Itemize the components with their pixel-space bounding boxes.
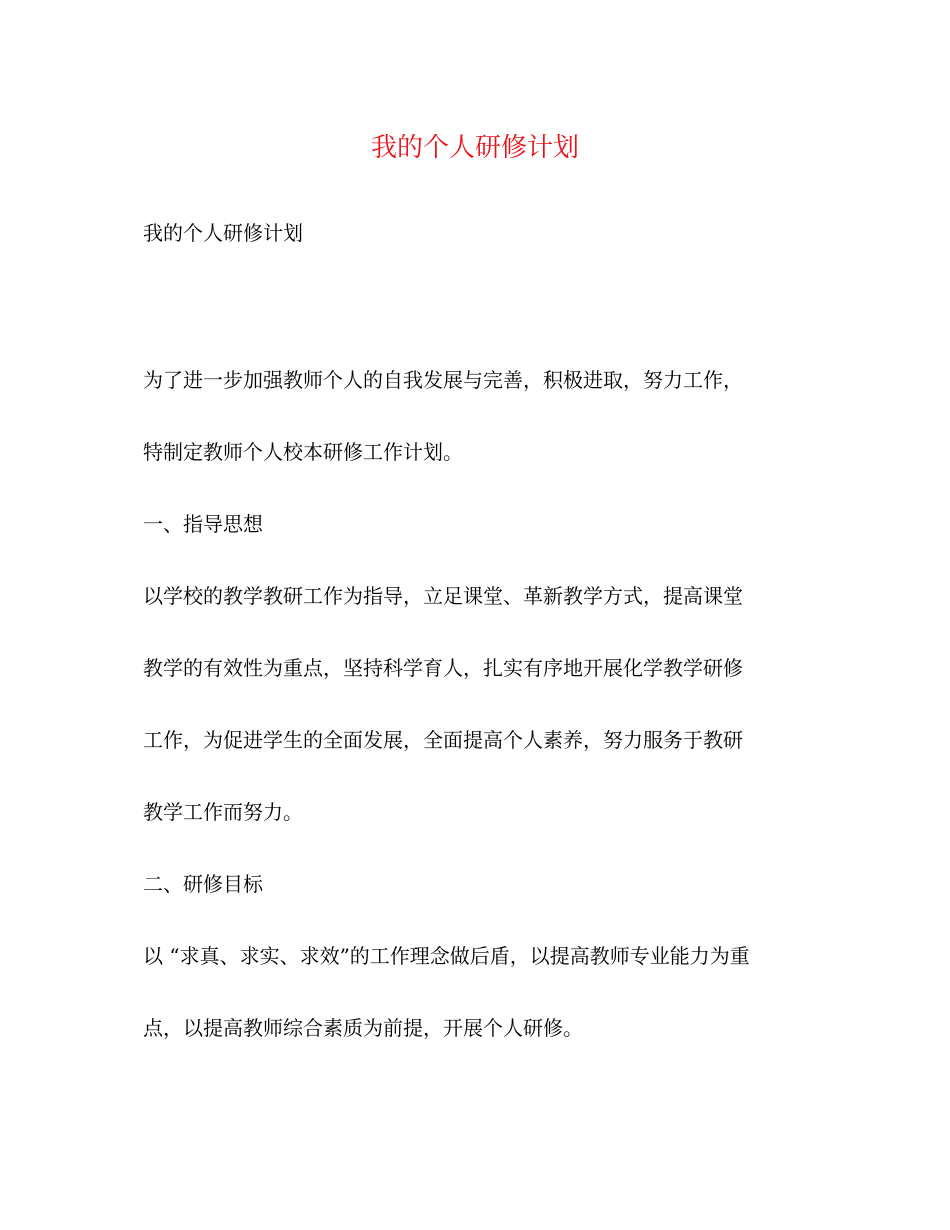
paragraph-line: 教学的有效性为重点，坚持科学育人，扎实有序地开展化学教学研修 (143, 656, 743, 680)
paragraph-line: 教学工作而努力。 (143, 800, 303, 824)
paragraph-line: 以 “求真、求实、求效”的工作理念做后盾，以提高教师专业能力为重 (143, 944, 750, 968)
section-heading: 一、指导思想 (143, 512, 263, 536)
paragraph-line: 以学校的教学教研工作为指导，立足课堂、革新教学方式，提高课堂 (143, 584, 743, 608)
paragraph-line: 特制定教师个人校本研修工作计划。 (143, 440, 463, 464)
section-heading: 二、研修目标 (143, 872, 263, 896)
paragraph-line: 为了进一步加强教师个人的自我发展与完善，积极进取，努力工作， (143, 368, 743, 392)
paragraph-line: 工作，为促进学生的全面发展，全面提高个人素养，努力服务于教研 (143, 728, 743, 752)
document-title: 我的个人研修计划 (370, 133, 579, 163)
document-subtitle: 我的个人研修计划 (143, 221, 303, 245)
paragraph-line: 点，以提高教师综合素质为前提，开展个人研修。 (143, 1016, 583, 1040)
